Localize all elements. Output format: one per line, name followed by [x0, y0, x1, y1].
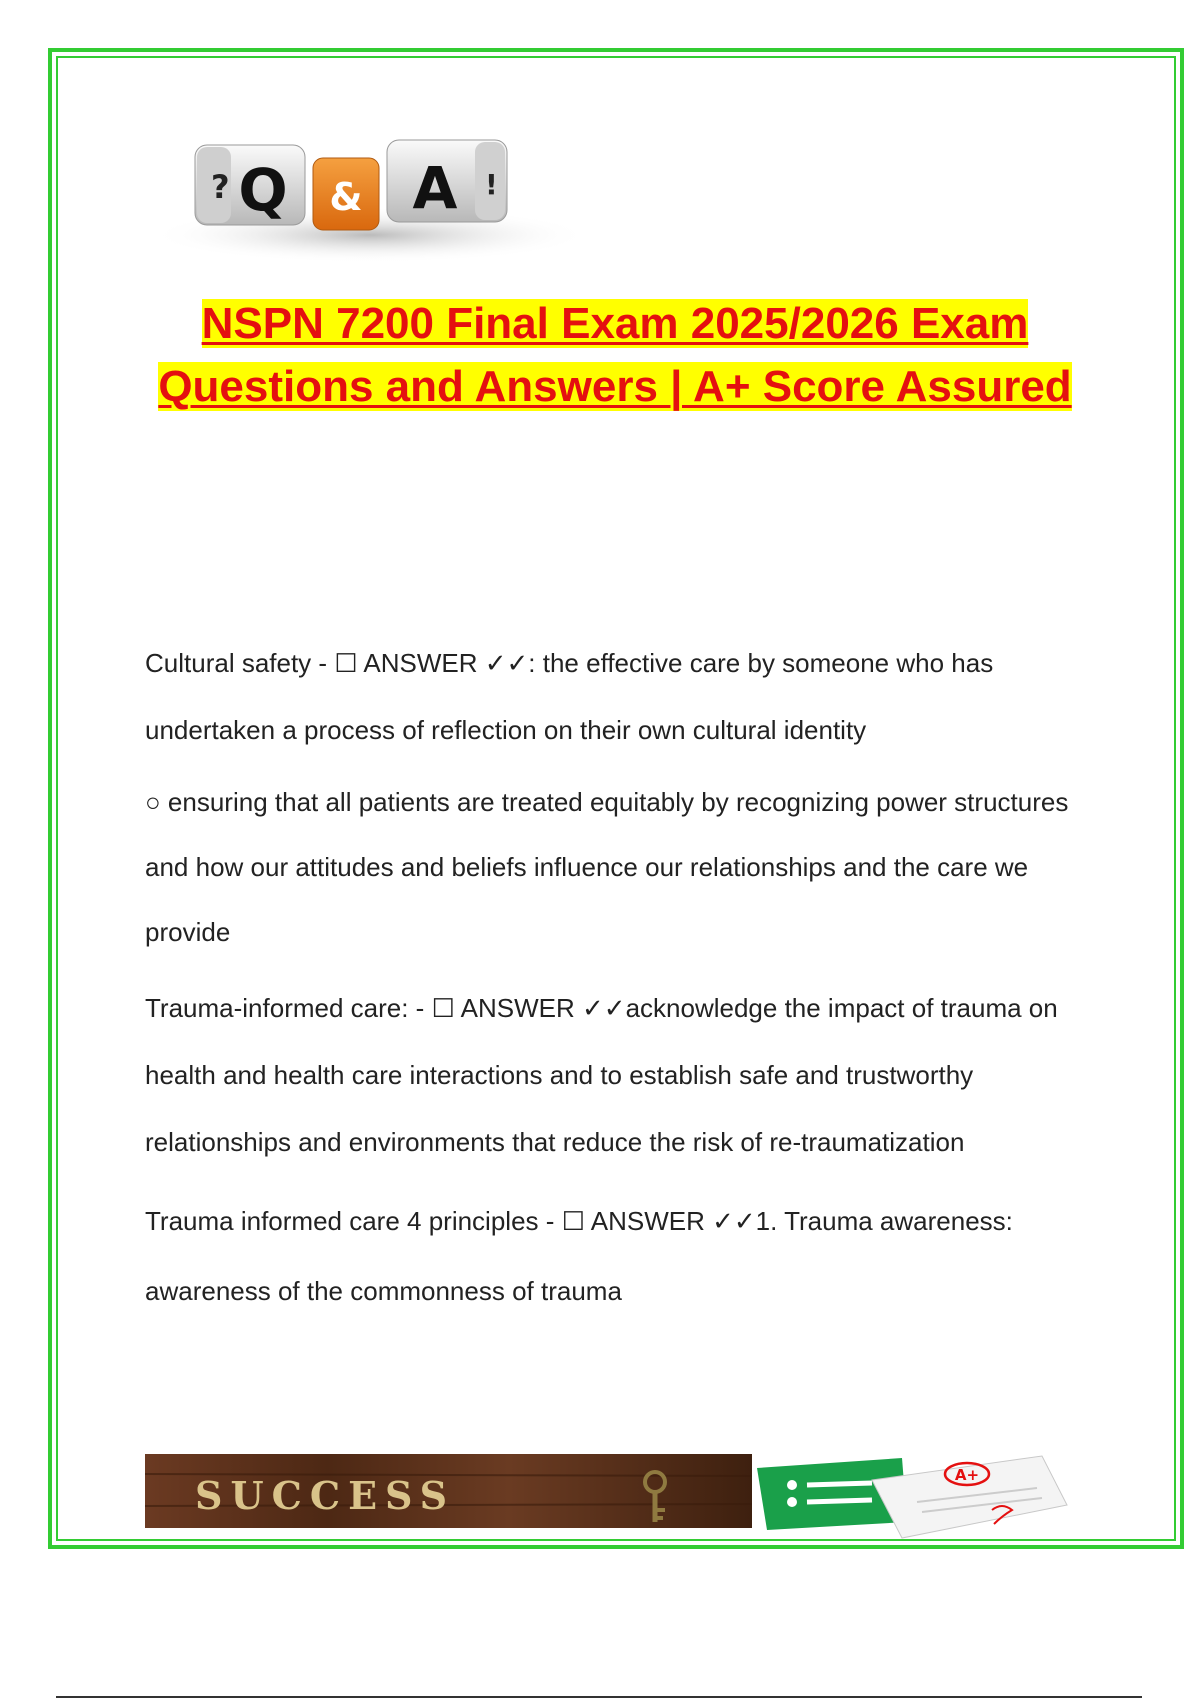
- qa-paragraph: ○ ensuring that all patients are treated equitably by recognizing power structures and how our attitudes and beliefs influence our relationships and the care we provide: [145, 787, 1069, 947]
- qa-paragraph: Trauma-informed care: - ☐ ANSWER ✓✓acknowledge the impact of trauma on health and health care interactions and to establish safe and trustworthy relationships and environments that reduce the risk of re-traumatization: [145, 993, 1058, 1157]
- svg-text:Q: Q: [238, 156, 288, 224]
- svg-text:A: A: [412, 154, 458, 222]
- svg-text:A+: A+: [954, 1466, 980, 1484]
- success-banner-image: [145, 1454, 752, 1528]
- svg-text:&: &: [329, 175, 363, 219]
- svg-text:!: !: [485, 168, 498, 201]
- qa-content: [145, 630, 1105, 1326]
- graded-paper-icon: [752, 1450, 1072, 1540]
- qa-paragraph: Cultural safety - ☐ ANSWER ✓✓: the effective care by someone who has undertaken a process of reflection on their own cultural identity: [145, 648, 994, 745]
- page-footer-rule: [56, 1696, 1142, 1698]
- qa-dice-logo: [145, 110, 595, 270]
- svg-text:SUCCESS: SUCCESS: [195, 1473, 456, 1518]
- svg-text:?: ?: [211, 168, 230, 206]
- qa-paragraph: Trauma informed care 4 principles - ☐ ANSWER ✓✓1. Trauma awareness: awareness of the commonness of trauma: [145, 1206, 1013, 1306]
- document-title: NSPN 7200 Final Exam 2025/2026 Exam Questions and Answers | A+ Score Assured: [158, 299, 1072, 411]
